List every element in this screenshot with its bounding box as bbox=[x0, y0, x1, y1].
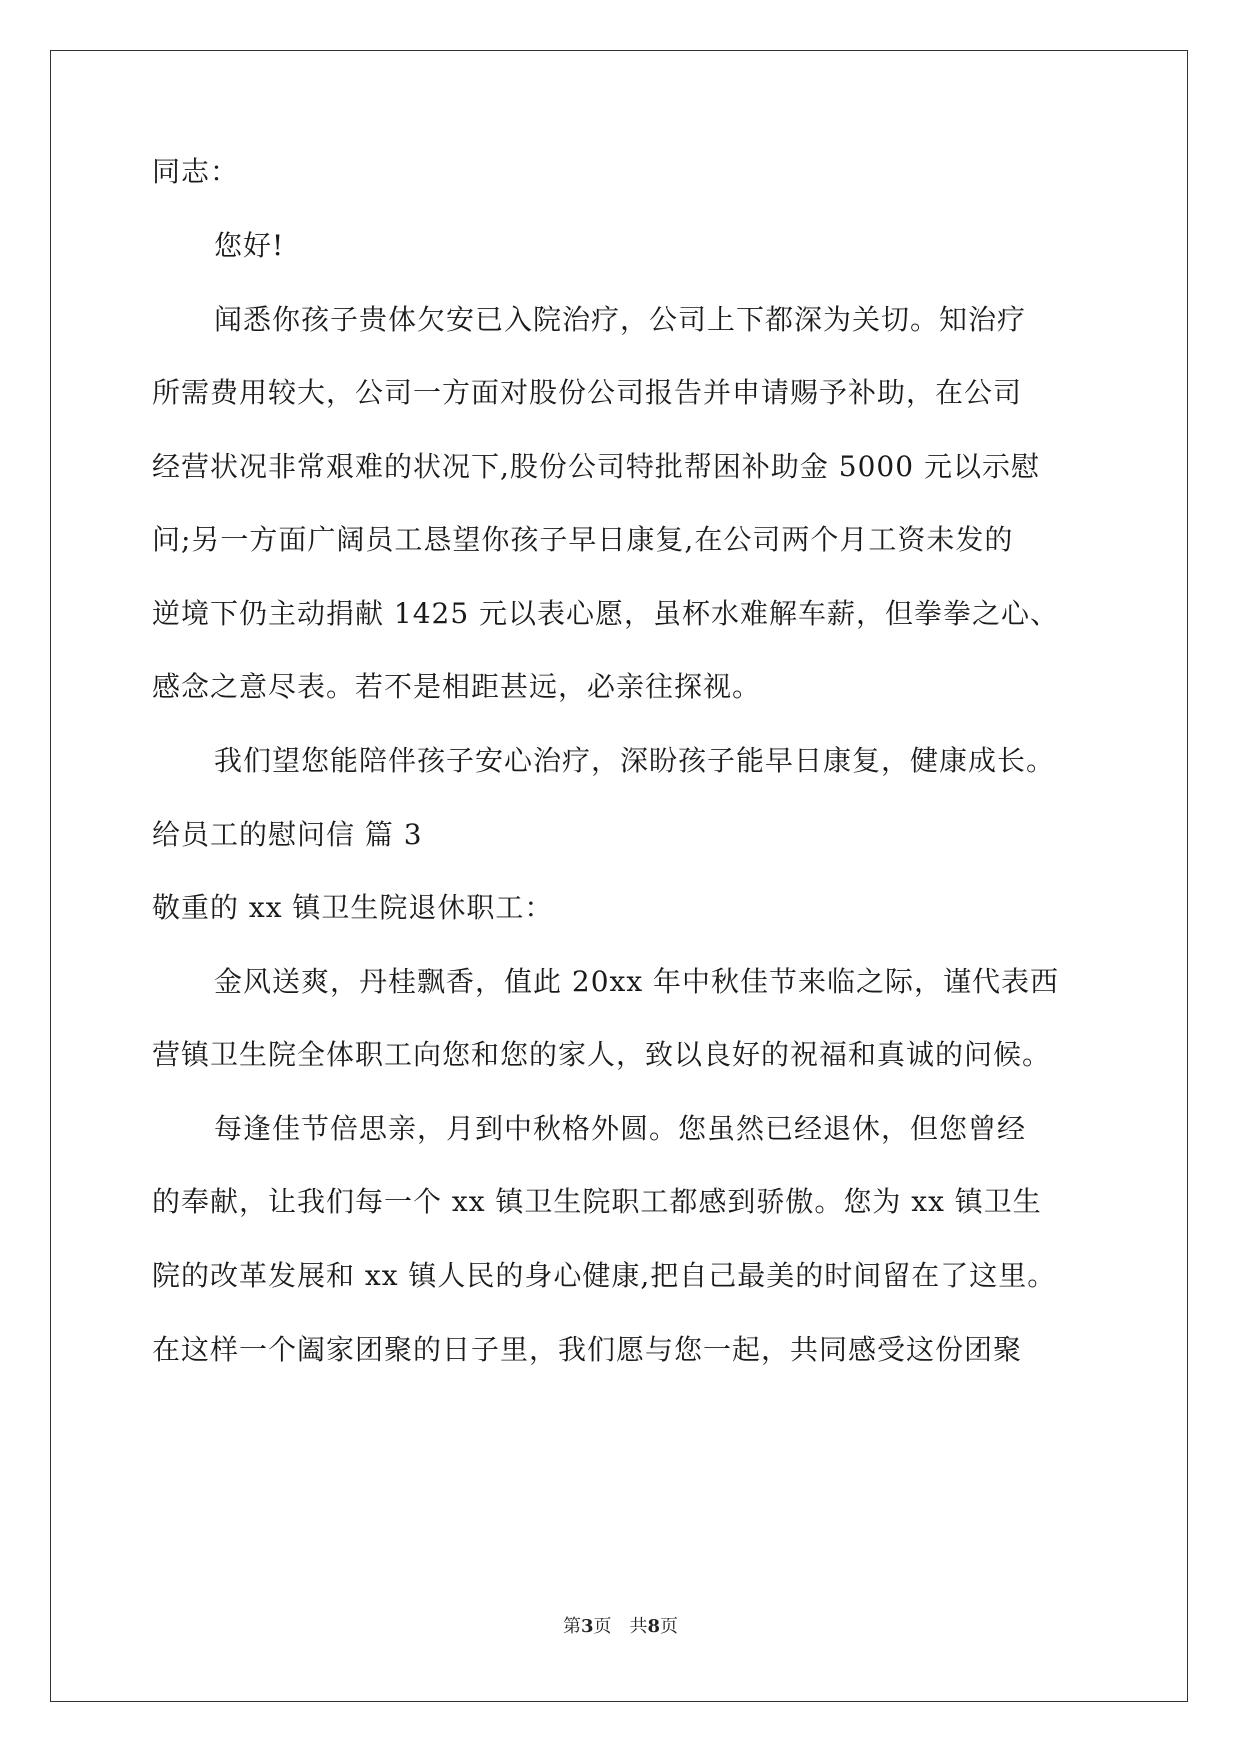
page-border bbox=[50, 50, 1188, 1702]
paragraph-line: 的奉献，让我们每一个 xx 镇卫生院职工都感到骄傲。您为 xx 镇卫生 bbox=[152, 1185, 1042, 1218]
footer-mid: 页 共 bbox=[593, 1616, 648, 1637]
paragraph-line: 我们望您能陪伴孩子安心治疗，深盼孩子能早日康复，健康成长。 bbox=[214, 744, 1056, 777]
section-heading: 给员工的慰问信 篇 3 bbox=[152, 818, 423, 851]
paragraph-line: 经营状况非常艰难的状况下,股份公司特批帮困补助金 5000 元以示慰 bbox=[152, 450, 1040, 483]
paragraph-line: 金风送爽，丹桂飘香，值此 20xx 年中秋佳节来临之际，谨代表西 bbox=[214, 965, 1060, 998]
salutation: 同志： bbox=[152, 155, 240, 188]
paragraph-line: 在这样一个阖家团聚的日子里，我们愿与您一起，共同感受这份团聚 bbox=[152, 1333, 1023, 1366]
paragraph-line: 院的改革发展和 xx 镇人民的身心健康,把自己最美的时间留在了这里。 bbox=[152, 1259, 1057, 1292]
paragraph-line: 闻悉你孩子贵体欠安已入院治疗，公司上下都深为关切。知治疗 bbox=[214, 303, 1027, 336]
paragraph-line: 营镇卫生院全体职工向您和您的家人，致以良好的祝福和真诚的问候。 bbox=[152, 1038, 1052, 1071]
paragraph-line: 逆境下仍主动捐献 1425 元以表心愿，虽杯水难解车薪，但拳拳之心、 bbox=[152, 597, 1060, 630]
paragraph-line: 每逢佳节倍思亲，月到中秋格外圆。您虽然已经退休，但您曾经 bbox=[214, 1112, 1027, 1145]
paragraph-line: 问;另一方面广阔员工恳望你孩子早日康复,在公司两个月工资未发的 bbox=[152, 523, 1014, 556]
paragraph-line: 感念之意尽表。若不是相距甚远，必亲往探视。 bbox=[152, 670, 762, 703]
greeting: 您好! bbox=[214, 229, 285, 262]
page-number-footer bbox=[0, 1615, 1241, 1639]
footer-suffix: 页 bbox=[660, 1616, 679, 1637]
total-page-number: 8 bbox=[647, 1616, 661, 1637]
salutation: 敬重的 xx 镇卫生院退休职工： bbox=[152, 891, 554, 924]
paragraph-line: 所需费用较大，公司一方面对股份公司报告并申请赐予补助，在公司 bbox=[152, 376, 1023, 409]
current-page-number: 3 bbox=[580, 1616, 594, 1637]
footer-prefix: 第 bbox=[562, 1616, 581, 1637]
